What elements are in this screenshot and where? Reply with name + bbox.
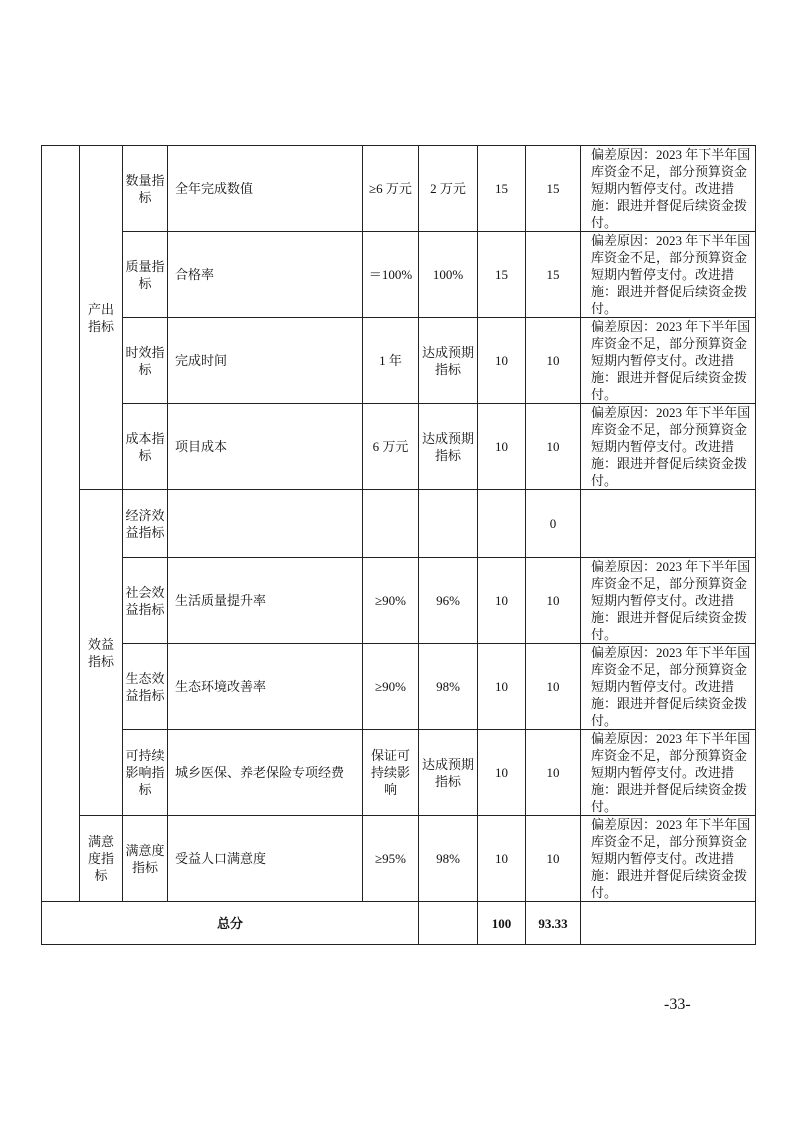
target-value: ≥6 万元 — [363, 146, 419, 232]
actual-value: 96% — [419, 558, 478, 644]
total-weight: 100 — [478, 902, 526, 945]
actual-value: 100% — [419, 232, 478, 318]
third-level-indicator: 社会效益指标 — [123, 558, 168, 644]
performance-indicator-table — [41, 145, 756, 945]
score: 10 — [526, 318, 581, 404]
target-value: 保证可持续影响 — [363, 730, 419, 816]
indicator-name — [168, 490, 363, 558]
deviation-note: 偏差原因：2023 年下半年国库资金不足，部分预算资金短期内暂停支付。改进措施：跟进并督促后续资金拨付。 — [581, 146, 756, 232]
second-level-indicator: 满意度指标 — [80, 816, 123, 902]
table-row — [42, 558, 756, 644]
actual-value: 达成预期指标 — [419, 404, 478, 490]
table-row — [42, 232, 756, 318]
weight: 10 — [478, 730, 526, 816]
third-level-indicator: 成本指标 — [123, 404, 168, 490]
weight: 10 — [478, 558, 526, 644]
target-value: 1 年 — [363, 318, 419, 404]
table-row — [42, 816, 756, 902]
score: 0 — [526, 490, 581, 558]
deviation-note: 偏差原因：2023 年下半年国库资金不足，部分预算资金短期内暂停支付。改进措施：跟进并督促后续资金拨付。 — [581, 730, 756, 816]
score: 10 — [526, 816, 581, 902]
indicator-name: 受益人口满意度 — [168, 816, 363, 902]
score: 10 — [526, 558, 581, 644]
target-value — [363, 490, 419, 558]
weight: 10 — [478, 404, 526, 490]
third-level-indicator: 生态效益指标 — [123, 644, 168, 730]
total-note — [581, 902, 756, 945]
weight: 15 — [478, 232, 526, 318]
weight — [478, 490, 526, 558]
actual-value — [419, 490, 478, 558]
weight: 10 — [478, 816, 526, 902]
total-label: 总分 — [42, 902, 419, 945]
indicator-name: 项目成本 — [168, 404, 363, 490]
deviation-note: 偏差原因：2023 年下半年国库资金不足，部分预算资金短期内暂停支付。改进措施：跟进并督促后续资金拨付。 — [581, 404, 756, 490]
indicator-name: 合格率 — [168, 232, 363, 318]
table-row — [42, 490, 756, 558]
actual-value: 达成预期指标 — [419, 318, 478, 404]
weight: 10 — [478, 644, 526, 730]
indicator-name: 全年完成数值 — [168, 146, 363, 232]
target-value: ＝100% — [363, 232, 419, 318]
weight: 15 — [478, 146, 526, 232]
table-row — [42, 404, 756, 490]
target-value: 6 万元 — [363, 404, 419, 490]
indicator-name: 生活质量提升率 — [168, 558, 363, 644]
score: 10 — [526, 404, 581, 490]
score: 10 — [526, 644, 581, 730]
score: 15 — [526, 146, 581, 232]
deviation-note: 偏差原因：2023 年下半年国库资金不足，部分预算资金短期内暂停支付。改进措施：跟进并督促后续资金拨付。 — [581, 558, 756, 644]
target-value: ≥95% — [363, 816, 419, 902]
third-level-indicator: 可持续影响指标 — [123, 730, 168, 816]
total-score: 93.33 — [526, 902, 581, 945]
third-level-indicator: 经济效益指标 — [123, 490, 168, 558]
indicator-name: 城乡医保、养老保险专项经费 — [168, 730, 363, 816]
third-level-indicator: 满意度指标 — [123, 816, 168, 902]
total-empty — [419, 902, 478, 945]
deviation-note — [581, 490, 756, 558]
table-row — [42, 318, 756, 404]
third-level-indicator: 数量指标 — [123, 146, 168, 232]
third-level-indicator: 质量指标 — [123, 232, 168, 318]
page-number: -33- — [664, 996, 691, 1013]
deviation-note: 偏差原因：2023 年下半年国库资金不足，部分预算资金短期内暂停支付。改进措施：跟进并督促后续资金拨付。 — [581, 816, 756, 902]
deviation-note: 偏差原因：2023 年下半年国库资金不足，部分预算资金短期内暂停支付。改进措施：跟进并督促后续资金拨付。 — [581, 318, 756, 404]
table-row — [42, 730, 756, 816]
actual-value: 98% — [419, 816, 478, 902]
deviation-note: 偏差原因：2023 年下半年国库资金不足，部分预算资金短期内暂停支付。改进措施：跟进并督促后续资金拨付。 — [581, 232, 756, 318]
indicator-name: 完成时间 — [168, 318, 363, 404]
second-level-indicator: 产出指标 — [80, 146, 123, 490]
weight: 10 — [478, 318, 526, 404]
total-row — [42, 902, 756, 945]
indicator-name: 生态环境改善率 — [168, 644, 363, 730]
actual-value: 达成预期指标 — [419, 730, 478, 816]
actual-value: 98% — [419, 644, 478, 730]
table-row — [42, 644, 756, 730]
second-level-indicator: 效益指标 — [80, 490, 123, 816]
actual-value: 2 万元 — [419, 146, 478, 232]
target-value: ≥90% — [363, 644, 419, 730]
score: 10 — [526, 730, 581, 816]
deviation-note: 偏差原因：2023 年下半年国库资金不足，部分预算资金短期内暂停支付。改进措施：跟进并督促后续资金拨付。 — [581, 644, 756, 730]
score: 15 — [526, 232, 581, 318]
target-value: ≥90% — [363, 558, 419, 644]
third-level-indicator: 时效指标 — [123, 318, 168, 404]
first-level-indicator-cell — [42, 146, 80, 902]
table-row — [42, 146, 756, 232]
